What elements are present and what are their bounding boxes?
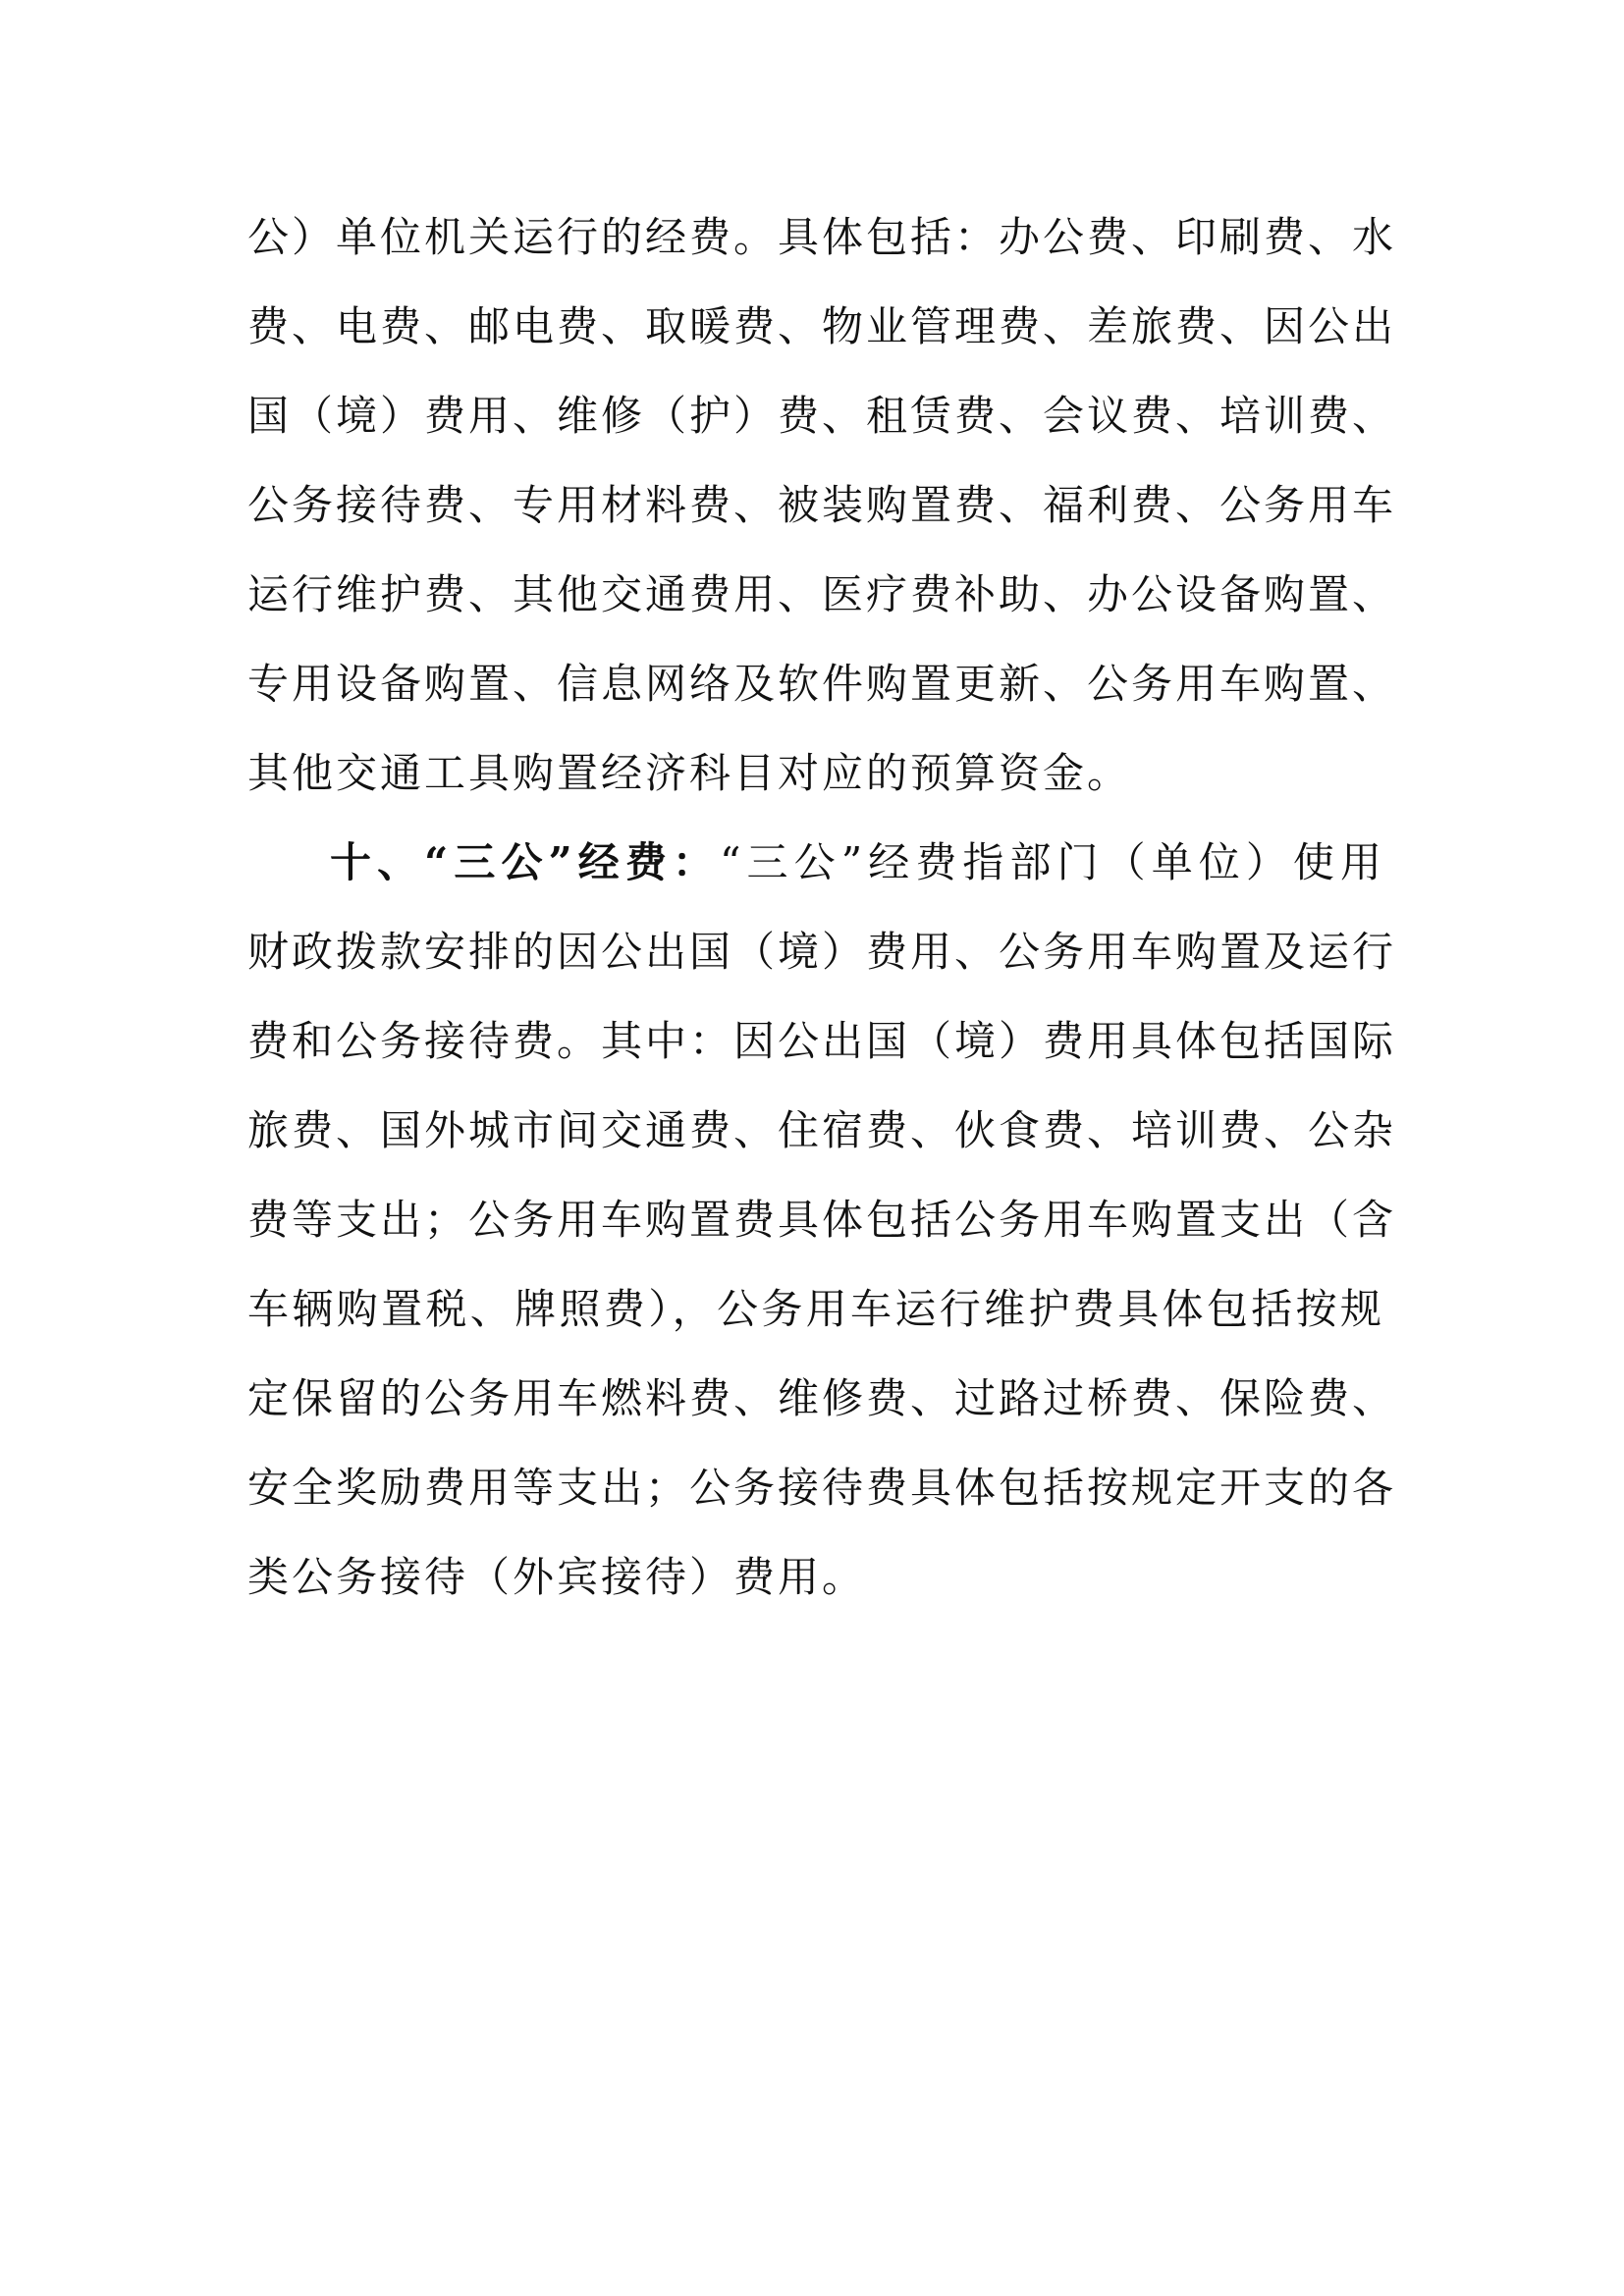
- text-line: 运行维护费、其他交通费用、医疗费补助、办公设备购置、: [247, 570, 1397, 618]
- text-line: 旅费、国外城市间交通费、住宿费、伙食费、培训费、公杂: [247, 1106, 1397, 1154]
- text-line: 费和公务接待费。其中：因公出国（境）费用具体包括国际: [247, 1017, 1397, 1065]
- text-line-first: [247, 833, 1384, 923]
- text-line: 类公务接待（外宾接待）费用。: [247, 1553, 867, 1601]
- text-line: 公务接待费、专用材料费、被装购置费、福利费、公务用车: [247, 481, 1397, 529]
- text-line: 费、电费、邮电费、取暖费、物业管理费、差旅费、因公出: [247, 302, 1397, 350]
- text-line: 国（境）费用、维修（护）费、租赁费、会议费、培训费、: [247, 392, 1397, 440]
- document-body: [247, 208, 1397, 1637]
- text-line: 专用设备购置、信息网络及软件购置更新、公务用车购置、: [247, 660, 1397, 708]
- text-line: 定保留的公务用车燃料费、维修费、过路过桥费、保险费、: [247, 1374, 1397, 1422]
- text-line: 车辆购置税、牌照费），公务用车运行维护费具体包括按规: [247, 1285, 1384, 1333]
- text-line: 财政拨款安排的因公出国（境）费用、公务用车购置及运行: [247, 928, 1397, 976]
- text-line: 费等支出；公务用车购置费具体包括公务用车购置支出（含: [247, 1196, 1397, 1244]
- paragraph-operating-expenses: [247, 208, 1397, 833]
- section-heading-rest: “三公”经费指部门（单位）使用: [720, 838, 1384, 886]
- text-line: 公）单位机关运行的经费。具体包括：办公费、印刷费、水: [247, 213, 1397, 261]
- section-heading: 十、“三公”经费：: [330, 838, 720, 886]
- paragraph-three-public-expenses: [247, 833, 1397, 1637]
- text-line: 其他交通工具购置经济科目对应的预算资金。: [247, 749, 1132, 797]
- text-line: 安全奖励费用等支出；公务接待费具体包括按规定开支的各: [247, 1464, 1397, 1512]
